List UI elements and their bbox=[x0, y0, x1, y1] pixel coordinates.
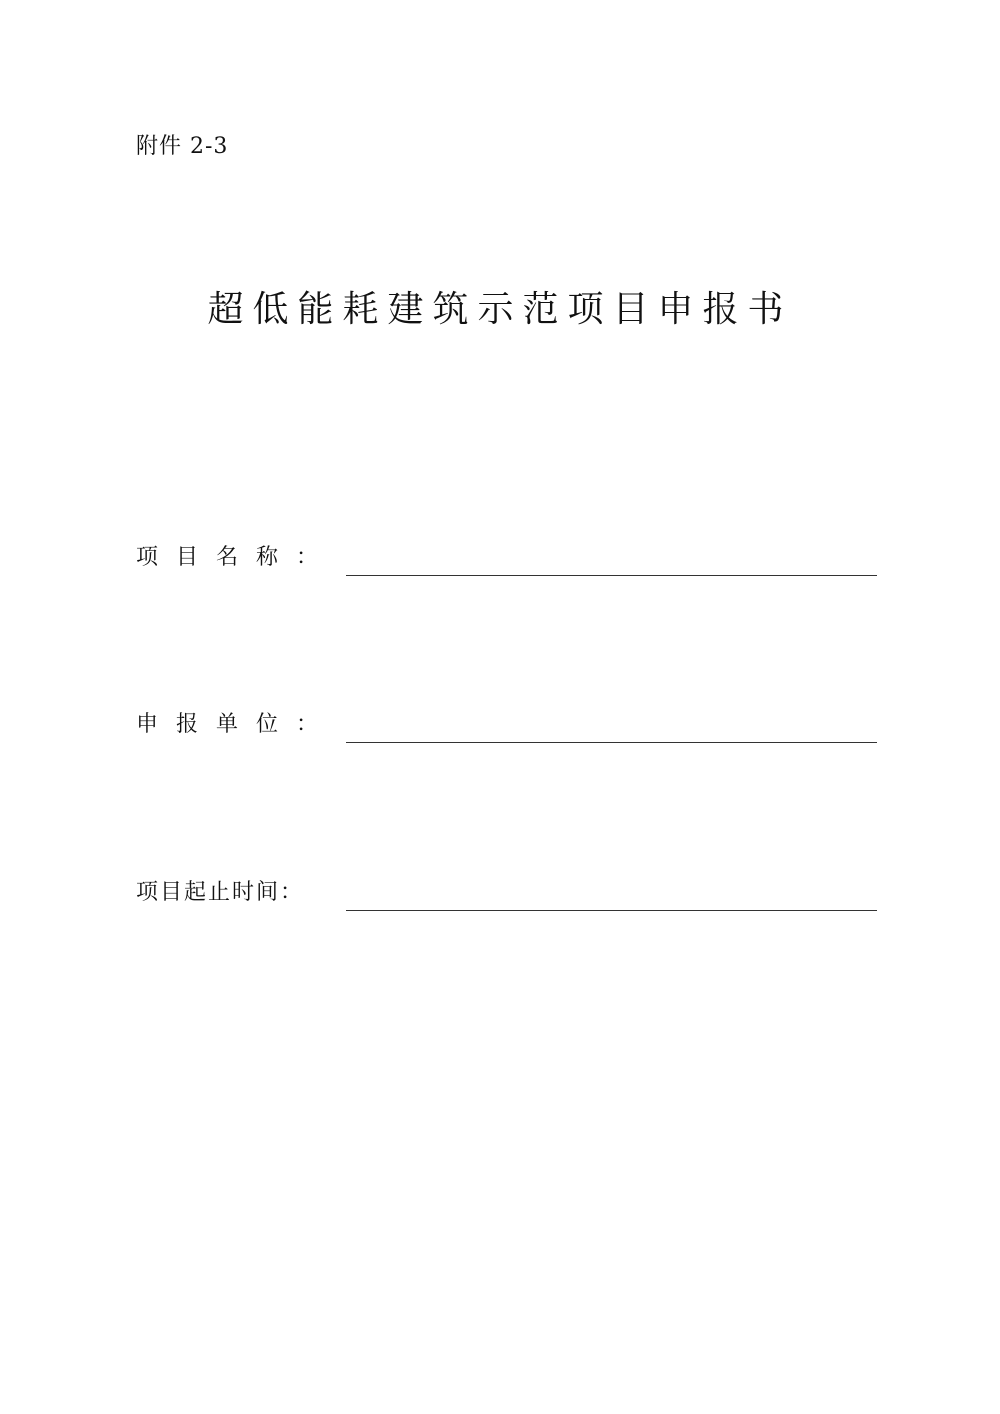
attachment-label: 附件 2-3 bbox=[136, 134, 229, 159]
project-name-field bbox=[136, 536, 877, 576]
applicant-unit-field bbox=[136, 703, 877, 743]
project-name-label: 项目名称： bbox=[136, 545, 337, 570]
project-name-blank[interactable] bbox=[346, 575, 877, 576]
project-period-label: 项目起止时间： bbox=[136, 880, 305, 905]
project-period-blank[interactable] bbox=[346, 910, 877, 911]
document-title: 超低能耗建筑示范项目申报书 bbox=[207, 289, 793, 330]
project-period-field bbox=[136, 871, 877, 911]
applicant-unit-label: 申报单位： bbox=[136, 712, 337, 737]
applicant-unit-blank[interactable] bbox=[346, 742, 877, 743]
